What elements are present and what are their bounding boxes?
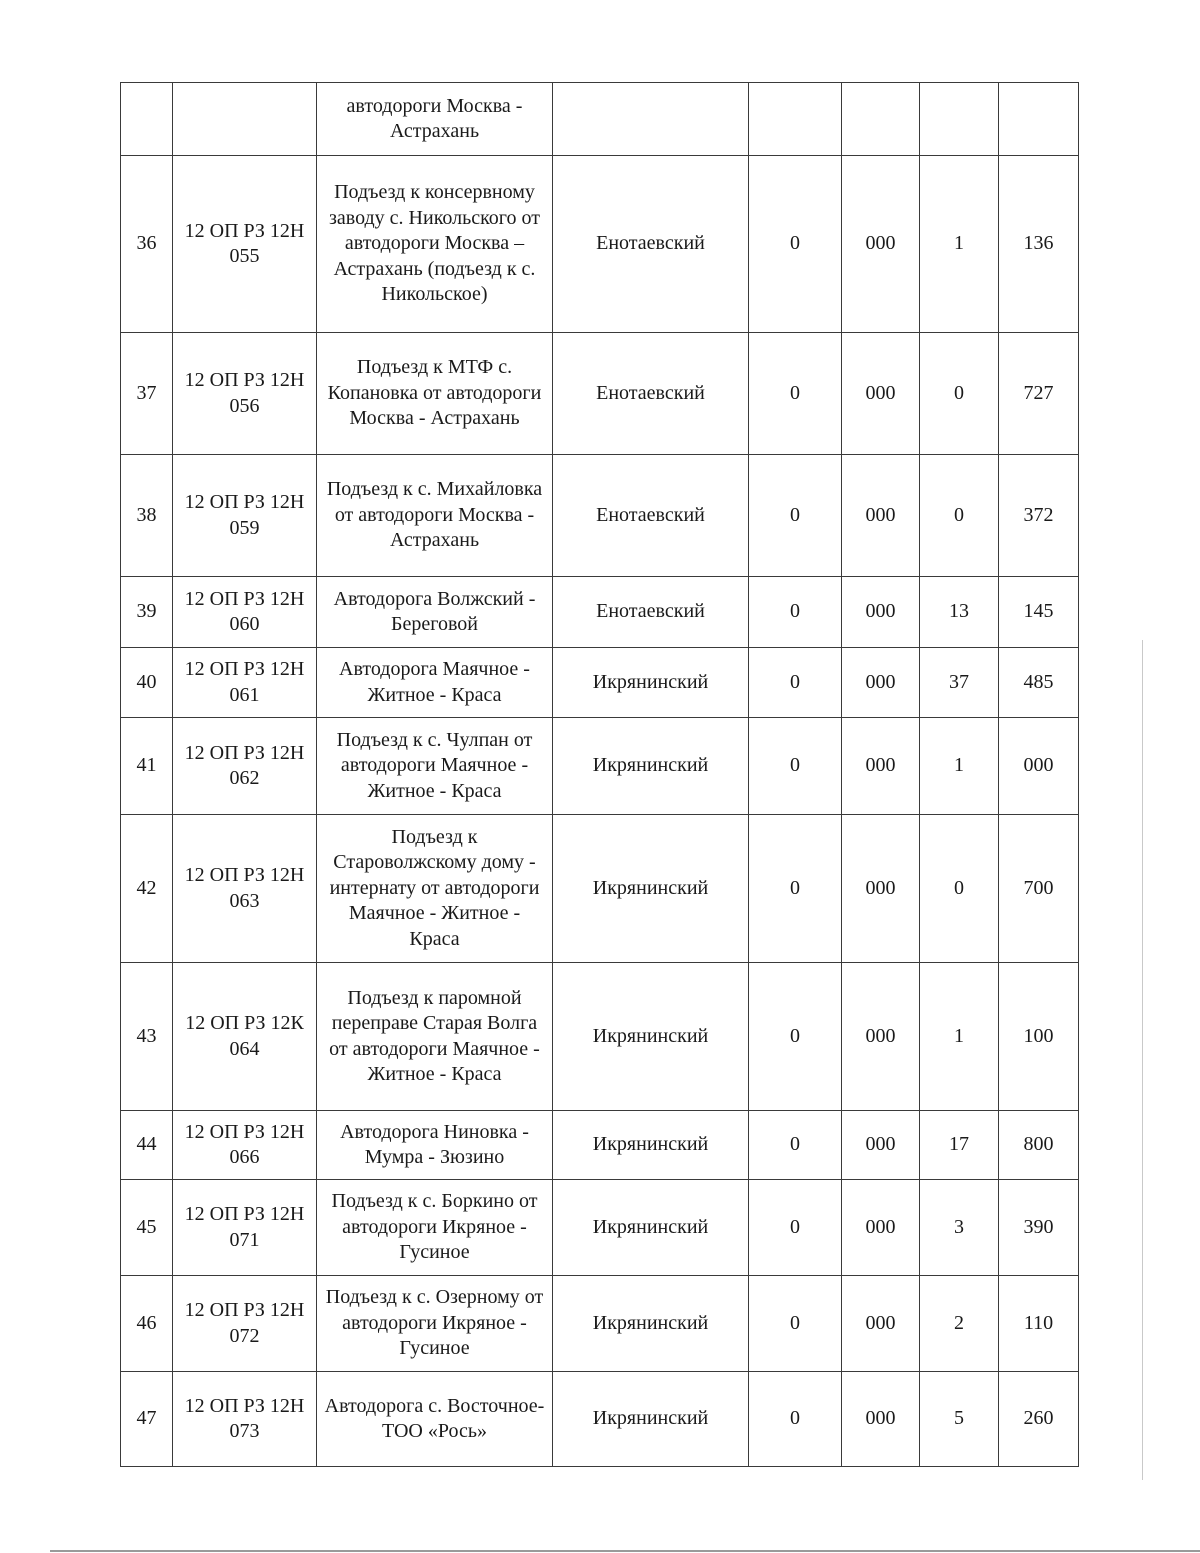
start-m-cell: 000 xyxy=(842,577,920,648)
road-code-cell: 12 ОП РЗ 12Н 061 xyxy=(173,648,317,718)
start-m-cell: 000 xyxy=(842,1276,920,1372)
district-cell: Енотаевский xyxy=(553,156,749,333)
start-m-cell: 000 xyxy=(842,156,920,333)
district-cell: Икрянинский xyxy=(553,718,749,815)
district-cell: Икрянинский xyxy=(553,1276,749,1372)
table-row xyxy=(121,333,1079,455)
length-m-cell: 390 xyxy=(999,1180,1079,1276)
road-name-cell: Автодорога Волжский - Береговой xyxy=(317,577,553,648)
road-name-cell: Автодорога Маячное - Житное - Краса xyxy=(317,648,553,718)
table-row xyxy=(121,648,1079,718)
start-m-cell: 000 xyxy=(842,1111,920,1180)
start-km-cell: 0 xyxy=(749,815,842,963)
table-row xyxy=(121,1372,1079,1467)
start-m-cell: 000 xyxy=(842,718,920,815)
start-km-cell: 0 xyxy=(749,455,842,577)
road-name-cell: Подъезд к с. Чулпан от автодороги Маячное - Житное - Краса xyxy=(317,718,553,815)
table-row xyxy=(121,156,1079,333)
road-name-cell: Подъезд к Староволжскому дому - интернату от автодороги Маячное - Житное - Краса xyxy=(317,815,553,963)
table-row xyxy=(121,718,1079,815)
length-km-cell: 1 xyxy=(920,963,999,1111)
length-m-cell: 800 xyxy=(999,1111,1079,1180)
length-m-cell xyxy=(999,83,1079,156)
road-name-cell: автодороги Москва - Астрахань xyxy=(317,83,553,156)
road-code-cell: 12 ОП РЗ 12Н 062 xyxy=(173,718,317,815)
length-km-cell: 13 xyxy=(920,577,999,648)
row-number-cell: 36 xyxy=(121,156,173,333)
roads-table-body xyxy=(121,83,1079,1467)
start-m-cell: 000 xyxy=(842,1372,920,1467)
road-name-cell: Подъезд к с. Боркино от автодороги Икряное - Гусиное xyxy=(317,1180,553,1276)
district-cell: Енотаевский xyxy=(553,333,749,455)
length-km-cell: 2 xyxy=(920,1276,999,1372)
road-code-cell: 12 ОП РЗ 12Н 073 xyxy=(173,1372,317,1467)
road-name-cell: Подъезд к с. Озерному от автодороги Икряное - Гусиное xyxy=(317,1276,553,1372)
scan-edge-line xyxy=(1142,640,1143,1480)
start-m-cell: 000 xyxy=(842,1180,920,1276)
district-cell: Икрянинский xyxy=(553,1111,749,1180)
row-number-cell: 40 xyxy=(121,648,173,718)
road-code-cell: 12 ОП РЗ 12Н 071 xyxy=(173,1180,317,1276)
road-code-cell: 12 ОП РЗ 12Н 072 xyxy=(173,1276,317,1372)
table-row xyxy=(121,815,1079,963)
district-cell: Икрянинский xyxy=(553,963,749,1111)
length-m-cell: 372 xyxy=(999,455,1079,577)
length-m-cell: 100 xyxy=(999,963,1079,1111)
length-m-cell: 000 xyxy=(999,718,1079,815)
start-km-cell: 0 xyxy=(749,156,842,333)
length-m-cell: 727 xyxy=(999,333,1079,455)
road-code-cell: 12 ОП РЗ 12Н 059 xyxy=(173,455,317,577)
length-m-cell: 145 xyxy=(999,577,1079,648)
table-row xyxy=(121,577,1079,648)
length-km-cell: 0 xyxy=(920,815,999,963)
table-row xyxy=(121,1111,1079,1180)
district-cell: Икрянинский xyxy=(553,1372,749,1467)
road-name-cell: Подъезд к МТФ с. Копановка от автодороги Москва - Астрахань xyxy=(317,333,553,455)
district-cell: Енотаевский xyxy=(553,455,749,577)
road-code-cell: 12 ОП РЗ 12Н 060 xyxy=(173,577,317,648)
start-m-cell: 000 xyxy=(842,963,920,1111)
length-km-cell: 5 xyxy=(920,1372,999,1467)
row-number-cell: 45 xyxy=(121,1180,173,1276)
row-number-cell xyxy=(121,83,173,156)
row-number-cell: 44 xyxy=(121,1111,173,1180)
length-km-cell xyxy=(920,83,999,156)
start-m-cell xyxy=(842,83,920,156)
row-number-cell: 42 xyxy=(121,815,173,963)
start-km-cell: 0 xyxy=(749,718,842,815)
start-km-cell: 0 xyxy=(749,1276,842,1372)
row-number-cell: 39 xyxy=(121,577,173,648)
table-row xyxy=(121,1276,1079,1372)
row-number-cell: 43 xyxy=(121,963,173,1111)
row-number-cell: 46 xyxy=(121,1276,173,1372)
table-row-continuation xyxy=(121,83,1079,156)
road-name-cell: Подъезд к консервному заводу с. Никольского от автодороги Москва – Астрахань (подъезд к с. Никольское) xyxy=(317,156,553,333)
start-km-cell: 0 xyxy=(749,648,842,718)
start-m-cell: 000 xyxy=(842,455,920,577)
scan-bottom-line xyxy=(50,1550,1200,1552)
road-name-cell: Автодорога Ниновка - Мумра - Зюзино xyxy=(317,1111,553,1180)
start-m-cell: 000 xyxy=(842,333,920,455)
district-cell: Икрянинский xyxy=(553,1180,749,1276)
district-cell: Енотаевский xyxy=(553,577,749,648)
start-km-cell: 0 xyxy=(749,1180,842,1276)
start-km-cell: 0 xyxy=(749,963,842,1111)
table-row xyxy=(121,963,1079,1111)
table-row xyxy=(121,1180,1079,1276)
length-m-cell: 260 xyxy=(999,1372,1079,1467)
road-code-cell: 12 ОП РЗ 12Н 056 xyxy=(173,333,317,455)
length-km-cell: 0 xyxy=(920,333,999,455)
road-code-cell: 12 ОП РЗ 12К 064 xyxy=(173,963,317,1111)
length-km-cell: 17 xyxy=(920,1111,999,1180)
row-number-cell: 37 xyxy=(121,333,173,455)
length-m-cell: 485 xyxy=(999,648,1079,718)
district-cell: Икрянинский xyxy=(553,648,749,718)
length-m-cell: 136 xyxy=(999,156,1079,333)
length-km-cell: 3 xyxy=(920,1180,999,1276)
road-name-cell: Подъезд к с. Михайловка от автодороги Москва - Астрахань xyxy=(317,455,553,577)
road-name-cell: Автодорога с. Восточное-ТОО «Рось» xyxy=(317,1372,553,1467)
road-code-cell: 12 ОП РЗ 12Н 063 xyxy=(173,815,317,963)
start-km-cell: 0 xyxy=(749,577,842,648)
start-km-cell: 0 xyxy=(749,1372,842,1467)
table-row xyxy=(121,455,1079,577)
district-cell: Икрянинский xyxy=(553,815,749,963)
start-m-cell: 000 xyxy=(842,815,920,963)
row-number-cell: 41 xyxy=(121,718,173,815)
start-km-cell: 0 xyxy=(749,333,842,455)
row-number-cell: 38 xyxy=(121,455,173,577)
start-km-cell xyxy=(749,83,842,156)
road-name-cell: Подъезд к паромной переправе Старая Волга от автодороги Маячное - Житное - Краса xyxy=(317,963,553,1111)
length-m-cell: 700 xyxy=(999,815,1079,963)
length-km-cell: 1 xyxy=(920,156,999,333)
district-cell xyxy=(553,83,749,156)
road-code-cell xyxy=(173,83,317,156)
roads-table xyxy=(120,82,1079,1467)
road-code-cell: 12 ОП РЗ 12Н 055 xyxy=(173,156,317,333)
road-code-cell: 12 ОП РЗ 12Н 066 xyxy=(173,1111,317,1180)
start-km-cell: 0 xyxy=(749,1111,842,1180)
length-km-cell: 37 xyxy=(920,648,999,718)
length-m-cell: 110 xyxy=(999,1276,1079,1372)
length-km-cell: 1 xyxy=(920,718,999,815)
start-m-cell: 000 xyxy=(842,648,920,718)
length-km-cell: 0 xyxy=(920,455,999,577)
row-number-cell: 47 xyxy=(121,1372,173,1467)
